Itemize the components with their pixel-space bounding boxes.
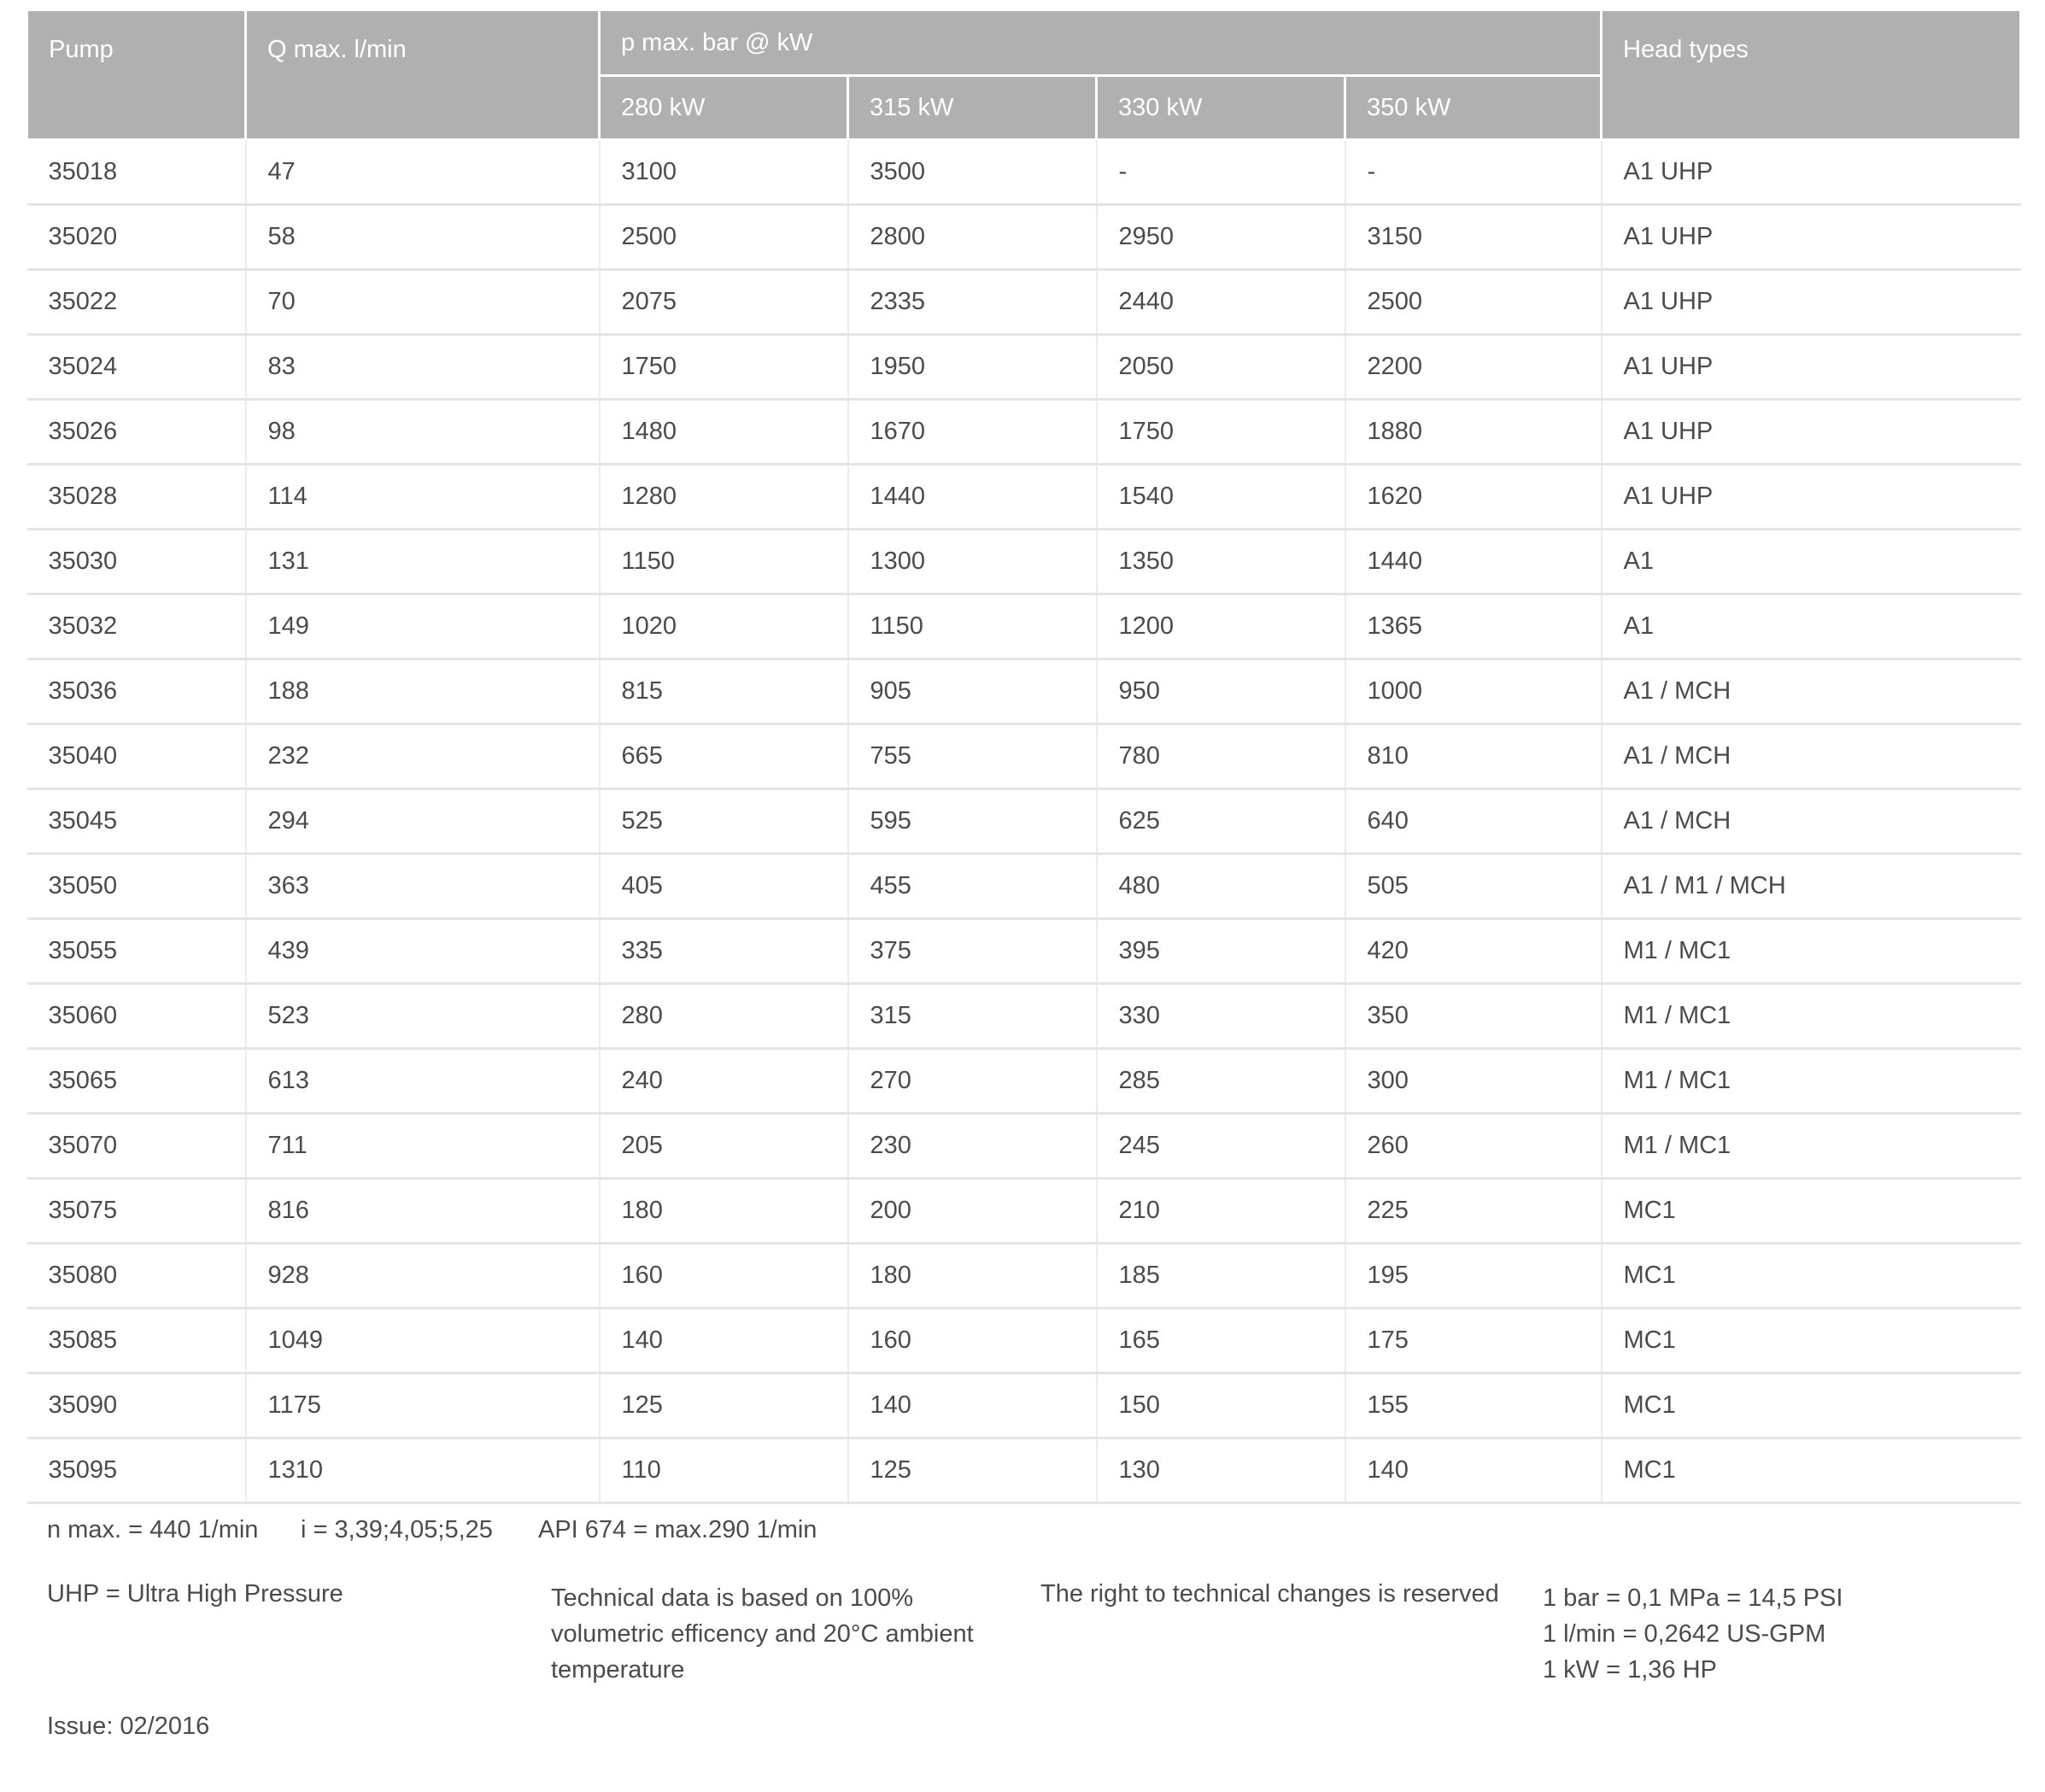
col-header-pmax-group: p max. bar @ kW — [600, 10, 1602, 76]
qmax-cell: 188 — [246, 659, 600, 724]
head-types-cell: M1 / MC1 — [1602, 984, 2021, 1049]
pmax-280kw-cell: 335 — [600, 919, 848, 984]
pmax-330kw-cell: 2440 — [1097, 270, 1345, 335]
qmax-cell: 711 — [246, 1114, 600, 1179]
col-header-head-types: Head types — [1602, 10, 2021, 140]
head-types-cell: A1 UHP — [1602, 205, 2021, 270]
qmax-cell: 149 — [246, 594, 600, 659]
conversion-line: 1 l/min = 0,2642 US-GPM — [1543, 1620, 1826, 1648]
qmax-cell: 439 — [246, 919, 600, 984]
pmax-315kw-cell: 1440 — [848, 465, 1097, 530]
qmax-cell: 114 — [246, 465, 600, 530]
head-types-cell: A1 / MCH — [1602, 724, 2021, 789]
header-row-1 — [27, 10, 2021, 76]
pmax-350kw-cell: 1620 — [1345, 465, 1602, 530]
pump-id-cell: 35095 — [27, 1438, 246, 1503]
pmax-350kw-cell: 3150 — [1345, 205, 1602, 270]
pmax-350kw-cell: 1000 — [1345, 659, 1602, 724]
pmax-330kw-cell: 950 — [1097, 659, 1345, 724]
pmax-330kw-cell: 2050 — [1097, 335, 1345, 400]
pump-row — [27, 1049, 2021, 1114]
pump-id-cell: 35065 — [27, 1049, 246, 1114]
pmax-330kw-cell: 210 — [1097, 1179, 1345, 1244]
head-types-cell: A1 UHP — [1602, 465, 2021, 530]
head-types-cell: A1 UHP — [1602, 140, 2021, 205]
pmax-330kw-cell: - — [1097, 140, 1345, 205]
pmax-350kw-cell: 1880 — [1345, 400, 1602, 465]
pmax-315kw-cell: 230 — [848, 1114, 1097, 1179]
pump-id-cell: 35028 — [27, 465, 246, 530]
col-header-350kw: 350 kW — [1345, 76, 1602, 140]
pmax-280kw-cell: 160 — [600, 1244, 848, 1309]
pmax-330kw-cell: 165 — [1097, 1309, 1345, 1373]
pump-id-cell: 35050 — [27, 854, 246, 919]
pmax-350kw-cell: 350 — [1345, 984, 1602, 1049]
pump-id-cell: 35022 — [27, 270, 246, 335]
pump-id-cell: 35085 — [27, 1309, 246, 1373]
pmax-350kw-cell: 2200 — [1345, 335, 1602, 400]
pmax-350kw-cell: 640 — [1345, 789, 1602, 854]
pump-row — [27, 1438, 2021, 1503]
pmax-315kw-cell: 755 — [848, 724, 1097, 789]
pump-id-cell: 35080 — [27, 1244, 246, 1309]
pmax-315kw-cell: 2335 — [848, 270, 1097, 335]
pmax-280kw-cell: 240 — [600, 1049, 848, 1114]
pmax-280kw-cell: 525 — [600, 789, 848, 854]
pump-row — [27, 400, 2021, 465]
pmax-330kw-cell: 285 — [1097, 1049, 1345, 1114]
pmax-315kw-cell: 1670 — [848, 400, 1097, 465]
pmax-350kw-cell: 155 — [1345, 1373, 1602, 1438]
qmax-cell: 47 — [246, 140, 600, 205]
pump-row — [27, 270, 2021, 335]
conversion-line: 1 bar = 0,1 MPa = 14,5 PSI — [1543, 1584, 1843, 1612]
pmax-350kw-cell: 140 — [1345, 1438, 1602, 1503]
pmax-330kw-cell: 1540 — [1097, 465, 1345, 530]
head-types-cell: MC1 — [1602, 1244, 2021, 1309]
pump-id-cell: 35075 — [27, 1179, 246, 1244]
pmax-315kw-cell: 270 — [848, 1049, 1097, 1114]
pmax-315kw-cell: 1300 — [848, 530, 1097, 594]
pmax-280kw-cell: 1750 — [600, 335, 848, 400]
pmax-350kw-cell: - — [1345, 140, 1602, 205]
pmax-350kw-cell: 420 — [1345, 919, 1602, 984]
pmax-315kw-cell: 595 — [848, 789, 1097, 854]
pmax-330kw-cell: 1200 — [1097, 594, 1345, 659]
pump-id-cell: 35032 — [27, 594, 246, 659]
pmax-280kw-cell: 405 — [600, 854, 848, 919]
pump-id-cell: 35055 — [27, 919, 246, 984]
pmax-280kw-cell: 1020 — [600, 594, 848, 659]
qmax-cell: 70 — [246, 270, 600, 335]
pmax-280kw-cell: 280 — [600, 984, 848, 1049]
pump-row — [27, 854, 2021, 919]
footnote-api674: API 674 = max.290 1/min — [538, 1516, 817, 1543]
qmax-cell: 232 — [246, 724, 600, 789]
pump-row — [27, 1114, 2021, 1179]
pump-id-cell: 35045 — [27, 789, 246, 854]
pmax-315kw-cell: 180 — [848, 1244, 1097, 1309]
pump-row — [27, 140, 2021, 205]
pmax-350kw-cell: 1365 — [1345, 594, 1602, 659]
pump-row — [27, 335, 2021, 400]
pump-row — [27, 594, 2021, 659]
pmax-330kw-cell: 130 — [1097, 1438, 1345, 1503]
pmax-330kw-cell: 2950 — [1097, 205, 1345, 270]
table-body — [27, 140, 2021, 1503]
pmax-315kw-cell: 2800 — [848, 205, 1097, 270]
pump-row — [27, 1244, 2021, 1309]
pmax-315kw-cell: 3500 — [848, 140, 1097, 205]
pump-row — [27, 1179, 2021, 1244]
qmax-cell: 1310 — [246, 1438, 600, 1503]
pump-row — [27, 984, 2021, 1049]
head-types-cell: M1 / MC1 — [1602, 1049, 2021, 1114]
head-types-cell: A1 / M1 / MCH — [1602, 854, 2021, 919]
pump-row — [27, 205, 2021, 270]
qmax-cell: 523 — [246, 984, 600, 1049]
head-types-cell: A1 — [1602, 594, 2021, 659]
head-types-cell: A1 UHP — [1602, 400, 2021, 465]
pump-id-cell: 35090 — [27, 1373, 246, 1438]
pmax-315kw-cell: 200 — [848, 1179, 1097, 1244]
pmax-280kw-cell: 3100 — [600, 140, 848, 205]
pump-id-cell: 35024 — [27, 335, 246, 400]
pmax-330kw-cell: 1750 — [1097, 400, 1345, 465]
pmax-330kw-cell: 780 — [1097, 724, 1345, 789]
pump-row — [27, 724, 2021, 789]
footnote-rights-reserved: The right to technical changes is reserved — [1040, 1580, 1499, 1608]
head-types-cell: A1 UHP — [1602, 335, 2021, 400]
pmax-330kw-cell: 1350 — [1097, 530, 1345, 594]
head-types-cell: MC1 — [1602, 1438, 2021, 1503]
pmax-330kw-cell: 330 — [1097, 984, 1345, 1049]
pmax-280kw-cell: 125 — [600, 1373, 848, 1438]
footnote-technical: Technical data is based on 100% volumetric efficency and 20°C ambient temperature — [551, 1584, 974, 1684]
head-types-cell: A1 — [1602, 530, 2021, 594]
pump-id-cell: 35070 — [27, 1114, 246, 1179]
footnote-uhp: UHP = Ultra High Pressure — [47, 1580, 343, 1608]
pmax-315kw-cell: 455 — [848, 854, 1097, 919]
pmax-350kw-cell: 810 — [1345, 724, 1602, 789]
pmax-330kw-cell: 185 — [1097, 1244, 1345, 1309]
pmax-330kw-cell: 150 — [1097, 1373, 1345, 1438]
pump-id-cell: 35060 — [27, 984, 246, 1049]
pump-row — [27, 1309, 2021, 1373]
pmax-315kw-cell: 160 — [848, 1309, 1097, 1373]
pmax-315kw-cell: 1950 — [848, 335, 1097, 400]
pmax-330kw-cell: 395 — [1097, 919, 1345, 984]
pump-spec-table — [26, 9, 2022, 1504]
pmax-315kw-cell: 375 — [848, 919, 1097, 984]
pmax-315kw-cell: 905 — [848, 659, 1097, 724]
table-header — [27, 10, 2021, 140]
qmax-cell: 58 — [246, 205, 600, 270]
issue-label: Issue: 02/2016 — [47, 1713, 210, 1740]
head-types-cell: M1 / MC1 — [1602, 1114, 2021, 1179]
pmax-330kw-cell: 245 — [1097, 1114, 1345, 1179]
pmax-315kw-cell: 140 — [848, 1373, 1097, 1438]
pmax-350kw-cell: 2500 — [1345, 270, 1602, 335]
pmax-280kw-cell: 2075 — [600, 270, 848, 335]
head-types-cell: MC1 — [1602, 1179, 2021, 1244]
qmax-cell: 98 — [246, 400, 600, 465]
pmax-280kw-cell: 180 — [600, 1179, 848, 1244]
pump-row — [27, 659, 2021, 724]
pump-id-cell: 35020 — [27, 205, 246, 270]
pump-id-cell: 35018 — [27, 140, 246, 205]
pmax-330kw-cell: 480 — [1097, 854, 1345, 919]
pump-id-cell: 35030 — [27, 530, 246, 594]
pmax-350kw-cell: 225 — [1345, 1179, 1602, 1244]
pmax-280kw-cell: 140 — [600, 1309, 848, 1373]
pump-row — [27, 789, 2021, 854]
pmax-280kw-cell: 110 — [600, 1438, 848, 1503]
pmax-350kw-cell: 260 — [1345, 1114, 1602, 1179]
col-header-330kw: 330 kW — [1097, 76, 1345, 140]
qmax-cell: 1175 — [246, 1373, 600, 1438]
footnote-n-max: n max. = 440 1/min — [47, 1516, 259, 1543]
qmax-cell: 83 — [246, 335, 600, 400]
pmax-315kw-cell: 125 — [848, 1438, 1097, 1503]
head-types-cell: MC1 — [1602, 1373, 2021, 1438]
pmax-350kw-cell: 300 — [1345, 1049, 1602, 1114]
pmax-315kw-cell: 315 — [848, 984, 1097, 1049]
qmax-cell: 1049 — [246, 1309, 600, 1373]
col-header-315kw: 315 kW — [848, 76, 1097, 140]
pmax-350kw-cell: 505 — [1345, 854, 1602, 919]
pmax-350kw-cell: 195 — [1345, 1244, 1602, 1309]
col-header-qmax: Q max. l/min — [246, 10, 600, 140]
footnote-i-ratios: i = 3,39;4,05;5,25 — [301, 1516, 493, 1543]
pump-row — [27, 530, 2021, 594]
col-header-280kw: 280 kW — [600, 76, 848, 140]
pmax-280kw-cell: 1150 — [600, 530, 848, 594]
pmax-350kw-cell: 175 — [1345, 1309, 1602, 1373]
qmax-cell: 613 — [246, 1049, 600, 1114]
head-types-cell: A1 / MCH — [1602, 789, 2021, 854]
pmax-350kw-cell: 1440 — [1345, 530, 1602, 594]
pmax-315kw-cell: 1150 — [848, 594, 1097, 659]
head-types-cell: A1 UHP — [1602, 270, 2021, 335]
pump-id-cell: 35040 — [27, 724, 246, 789]
col-header-pump: Pump — [27, 10, 246, 140]
pmax-280kw-cell: 205 — [600, 1114, 848, 1179]
qmax-cell: 131 — [246, 530, 600, 594]
qmax-cell: 363 — [246, 854, 600, 919]
qmax-cell: 928 — [246, 1244, 600, 1309]
pump-row — [27, 1373, 2021, 1438]
pmax-330kw-cell: 625 — [1097, 789, 1345, 854]
pmax-280kw-cell: 1480 — [600, 400, 848, 465]
pmax-280kw-cell: 665 — [600, 724, 848, 789]
pump-row — [27, 465, 2021, 530]
pmax-280kw-cell: 815 — [600, 659, 848, 724]
head-types-cell: A1 / MCH — [1602, 659, 2021, 724]
footnote-unit-conversions — [1543, 1580, 1843, 1688]
qmax-cell: 816 — [246, 1179, 600, 1244]
pump-id-cell: 35036 — [27, 659, 246, 724]
head-types-cell: M1 / MC1 — [1602, 919, 2021, 984]
head-types-cell: MC1 — [1602, 1309, 2021, 1373]
pmax-280kw-cell: 2500 — [600, 205, 848, 270]
qmax-cell: 294 — [246, 789, 600, 854]
pump-id-cell: 35026 — [27, 400, 246, 465]
pump-row — [27, 919, 2021, 984]
pmax-280kw-cell: 1280 — [600, 465, 848, 530]
conversion-line: 1 kW = 1,36 HP — [1543, 1656, 1717, 1684]
